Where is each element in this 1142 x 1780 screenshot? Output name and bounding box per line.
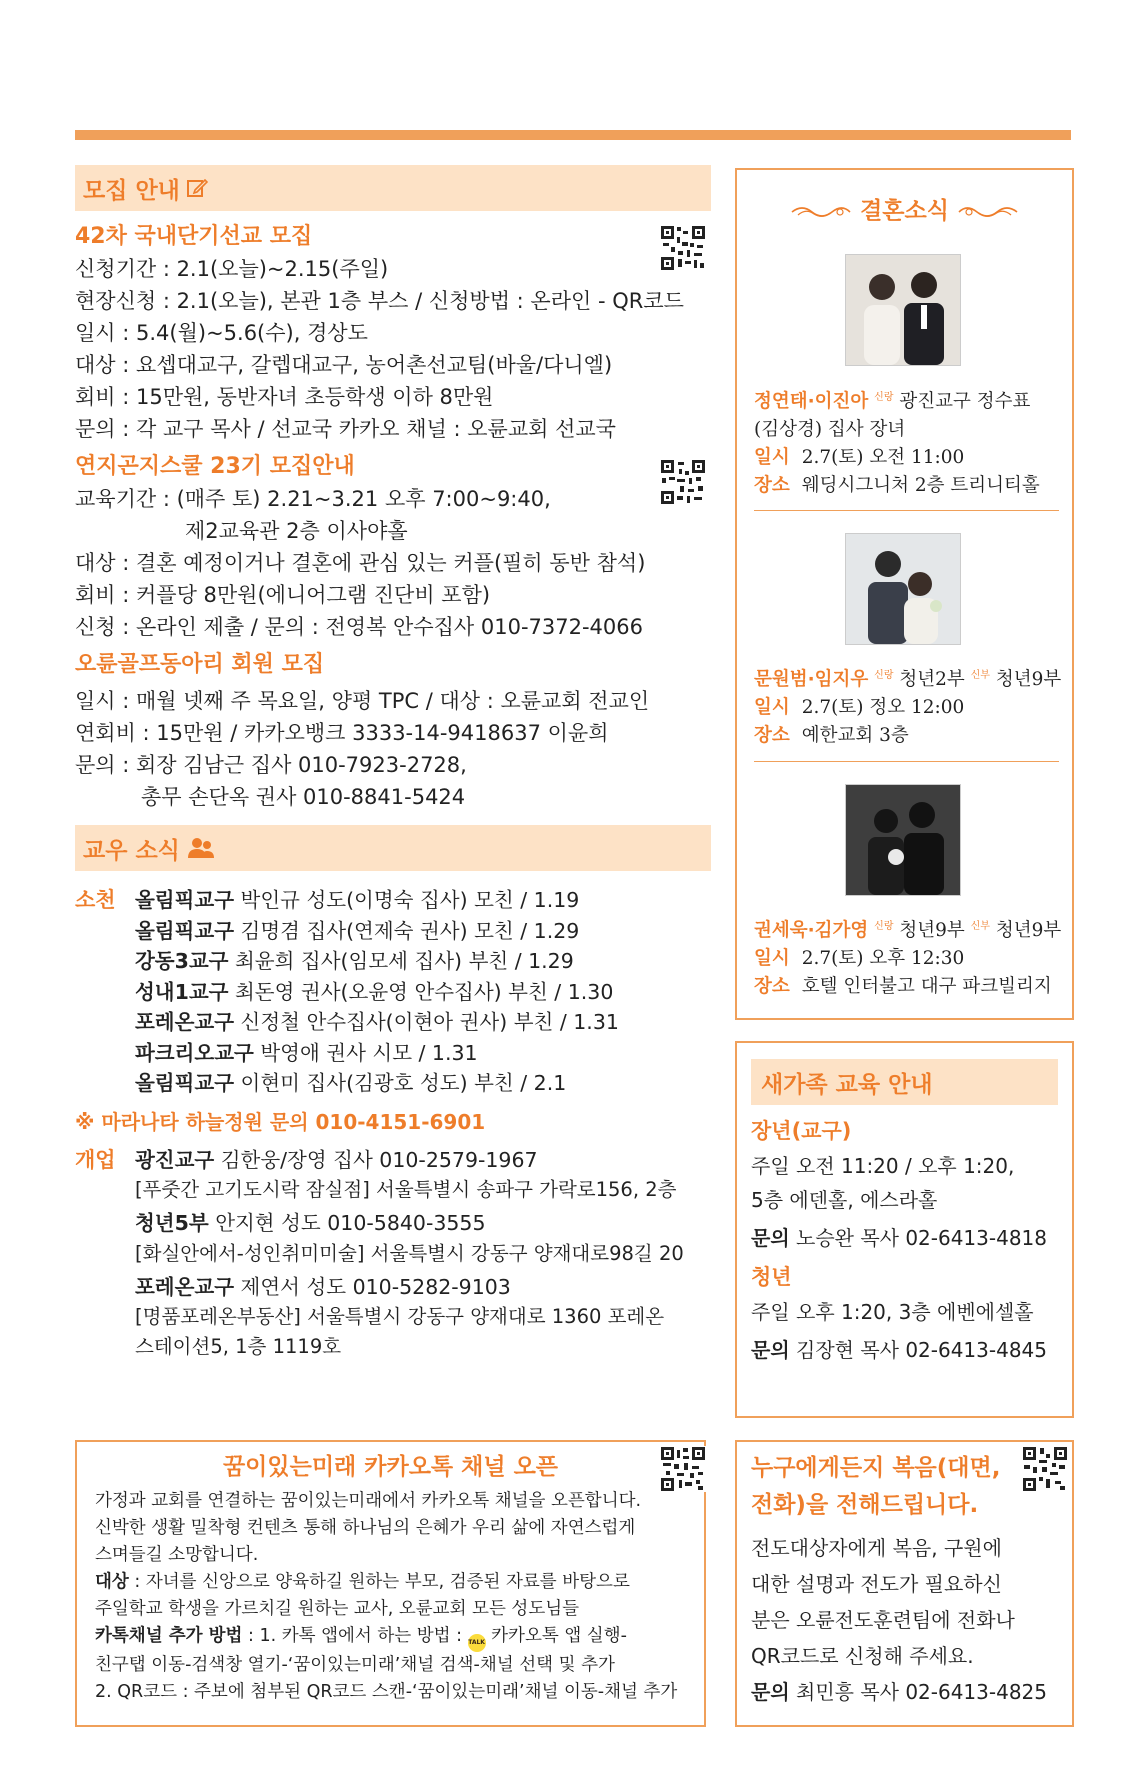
missions-title: 42차 국내단기선교 모집	[75, 224, 313, 249]
edu-contact: 문의 김장현 목사 02-6413-4845	[751, 1338, 1047, 1362]
golf-line: 일시 : 매월 넷째 주 목요일, 양평 TPC / 대상 : 오륜교회 전교인	[75, 689, 650, 713]
school-line: 회비 : 커플당 8만원(에니어그램 진단비 포함)	[75, 583, 491, 607]
condolence-section	[75, 885, 711, 1099]
kakao-method: 2. QR코드 : 주보에 첨부된 QR코드 스캔-‘꿈이있는미래’채널 이동-채널 추가	[95, 1682, 678, 1702]
top-accent-bar	[75, 130, 1071, 140]
golf-line: 문의 : 회장 김남근 집사 010-7923-2728,	[75, 753, 467, 777]
kakaotalk-icon: TALK	[468, 1634, 486, 1652]
wedding-divider	[754, 510, 1059, 511]
news-header	[75, 825, 711, 871]
kakao-target: 주일학교 학생을 가르치길 원하는 교사, 오륜교회 모든 성도님들	[95, 1599, 580, 1619]
opening-row: 포레온교구 제연서 성도 010-5282-9103	[135, 1274, 511, 1299]
gospel-title: 누구에게든지 복음(대면,	[751, 1455, 1001, 1481]
gospel-title: 전화)을 전해드립니다.	[751, 1492, 979, 1518]
kakao-method: 카톡채널 추가 방법 : 1. 카톡 앱에서 하는 방법 : TALK 카카오톡 앱 실행-	[95, 1623, 686, 1652]
wedding-photo	[845, 784, 961, 896]
missions-qr-code[interactable]	[660, 225, 706, 271]
school-qr-code[interactable]	[660, 459, 706, 505]
condolence-row: 성내1교구 최돈영 권사(오윤영 안수집사) 부친 / 1.30	[135, 979, 614, 1004]
kakao-qr-code[interactable]	[660, 1446, 706, 1492]
opening-address: [명품포레온부동산] 서울특별시 강동구 양재대로 1360 포레온	[135, 1305, 665, 1328]
edit-icon	[186, 177, 208, 199]
kakao-paragraph: 가정과 교회를 연결하는 꿈이있는미래에서 카카오톡 채널을 오픈합니다.	[95, 1491, 642, 1511]
condolence-tag: 소천	[75, 888, 116, 912]
school-title: 연지곤지스쿨 23기 모집안내	[75, 454, 355, 479]
condolence-row: 강동3교구 최윤희 집사(임모세 집사) 부친 / 1.29	[135, 949, 574, 973]
gospel-qr-code[interactable]	[1022, 1446, 1068, 1492]
gospel-box	[735, 1440, 1074, 1727]
golf-line: 연회비 : 15만원 / 카카오뱅크 3333-14-9418637 이윤희	[75, 721, 609, 745]
edu-line: 5층 에덴홀, 에스라홀	[751, 1188, 938, 1212]
opening-tag: 개업	[75, 1147, 116, 1172]
left-column	[75, 165, 711, 1362]
kakao-target: 대상 : 자녀를 신앙으로 양육하길 원하는 부모, 검증된 자료를 바탕으로	[95, 1572, 630, 1592]
school-block	[75, 451, 711, 643]
condolence-row: 올림픽교구 김명겸 집사(연제숙 권사) 모친 / 1.29	[135, 918, 580, 943]
gospel-line: QR코드로 신청해 주세요.	[751, 1644, 974, 1668]
wedding-info: 권세욱·김가영 $^{신랑}$ 청년9부 $^{신부}$ 청년9부 일시 2.7(토) 오후 12:30 장소 호텔 인터불고 대구 파크빌리지	[754, 920, 1062, 998]
gospel-line: 분은 오륜전도훈련팀에 전화나	[751, 1608, 1015, 1632]
kakao-paragraph: 스며들길 소망합니다.	[95, 1545, 259, 1565]
condolence-row: 파크리오교구 박영애 권사 시모 / 1.31	[135, 1040, 478, 1065]
missions-line: 회비 : 15만원, 동반자녀 초등학생 이하 8만원	[75, 385, 494, 409]
edu-youth-title: 청년	[751, 1265, 792, 1289]
opening-row: 청년5부 안지현 성도 010-5840-3555	[135, 1211, 486, 1235]
kakao-paragraph: 신박한 생활 밀착형 컨텐츠 통해 하나님의 은혜가 우리 삶에 자연스럽게	[95, 1518, 636, 1538]
kakao-method: 친구탭 이동-검색창 열기-‘꿈이있는미래’채널 검색-채널 선택 및 추가	[95, 1655, 615, 1675]
school-line: 제2교육관 2층 이사야홀	[185, 519, 408, 543]
wedding-header	[737, 192, 1072, 225]
missions-line: 일시 : 5.4(월)~5.6(수), 경상도	[75, 321, 368, 345]
people-icon	[186, 836, 216, 860]
gospel-contact: 문의 최민흥 목사 02-6413-4825	[751, 1680, 1047, 1704]
missions-block	[75, 221, 711, 445]
wedding-info: 문원범·임지우 $^{신랑}$ 청년2부 $^{신부}$ 청년9부 일시 2.7(토) 정오 12:00 장소 예한교회 3층	[754, 669, 1062, 747]
wedding-news-box	[735, 168, 1074, 1020]
flourish-right-icon	[957, 203, 1019, 221]
recruit-header	[75, 165, 711, 211]
wedding-photo	[845, 254, 961, 366]
edu-adult-title: 장년(교구)	[751, 1119, 852, 1143]
kakao-title: 꿈이있는미래 카카오톡 채널 오픈	[222, 1454, 559, 1480]
wedding-header-label: 결혼소식	[860, 198, 949, 224]
school-line: 신청 : 온라인 제출 / 문의 : 전영복 안수집사 010-7372-4066	[75, 615, 644, 639]
missions-line: 신청기간 : 2.1(오늘)~2.15(주일)	[75, 257, 389, 281]
edu-contact: 문의 노승완 목사 02-6413-4818	[751, 1226, 1047, 1250]
opening-address: [화실안에서-성인취미미술] 서울특별시 강동구 양재대로98길 20	[135, 1241, 684, 1265]
school-line: 교육기간 : (매주 토) 2.21~3.21 오후 7:00~9:40,	[75, 487, 551, 511]
edu-line: 주일 오후 1:20, 3층 에벤에셀홀	[751, 1300, 1034, 1324]
missions-line: 현장신청 : 2.1(오늘), 본관 1층 부스 / 신청방법 : 온라인 - QR코드	[75, 289, 684, 313]
new-family-education-box	[735, 1041, 1074, 1418]
news-header-label: 교우 소식	[83, 837, 180, 864]
condolence-row: 올림픽교구 박인규 성도(이명숙 집사) 모친 / 1.19	[135, 888, 580, 912]
wedding-photo	[845, 533, 961, 645]
recruit-header-label: 모집 안내	[83, 177, 180, 204]
missions-line: 대상 : 요셉대교구, 갈렙대교구, 농어촌선교팀(바울/다니엘)	[75, 353, 613, 377]
wedding-info: 정연태·이진아 $^{신랑}$ 광진교구 정수표 (김상경) 집사 장녀 일시 2.7(토) 오전 11:00 장소 웨딩시그니처 2층 트리니티홀	[754, 391, 1040, 497]
school-line: 대상 : 결혼 예정이거나 결혼에 관심 있는 커플(필히 동반 참석)	[75, 551, 646, 575]
marantha-notice: ※ 마라나타 하늘정원 문의 010-4151-6901	[75, 1109, 486, 1134]
wedding-divider	[754, 761, 1059, 762]
edu-header: 새가족 교육 안내	[751, 1059, 1058, 1105]
condolence-row: 포레온교구 신정철 안수집사(이현아 권사) 부친 / 1.31	[135, 1010, 619, 1034]
condolence-row: 올림픽교구 이현미 집사(김광호 성도) 부친 / 2.1	[135, 1071, 567, 1095]
opening-row: 광진교구 김한웅/장영 집사 010-2579-1967	[135, 1147, 538, 1172]
missions-line: 문의 : 각 교구 목사 / 선교국 카카오 채널 : 오륜교회 선교국	[75, 417, 616, 441]
opening-address: [푸줏간 고기도시락 잠실점] 서울특별시 송파구 가락로156, 2층	[135, 1178, 677, 1201]
gospel-line: 전도대상자에게 복음, 구원에	[751, 1536, 1002, 1560]
opening-section	[75, 1145, 711, 1363]
golf-block	[75, 649, 711, 813]
edu-line: 주일 오전 11:20 / 오후 1:20,	[751, 1154, 1015, 1178]
opening-address: 스테이션5, 1층 1119호	[135, 1335, 342, 1358]
golf-line: 총무 손단옥 권사 010-8841-5424	[141, 785, 466, 809]
gospel-line: 대한 설명과 전도가 필요하신	[751, 1572, 1002, 1596]
kakao-channel-box	[75, 1440, 706, 1727]
golf-title: 오륜골프동아리 회원 모집	[75, 652, 325, 677]
flourish-left-icon	[790, 203, 852, 221]
